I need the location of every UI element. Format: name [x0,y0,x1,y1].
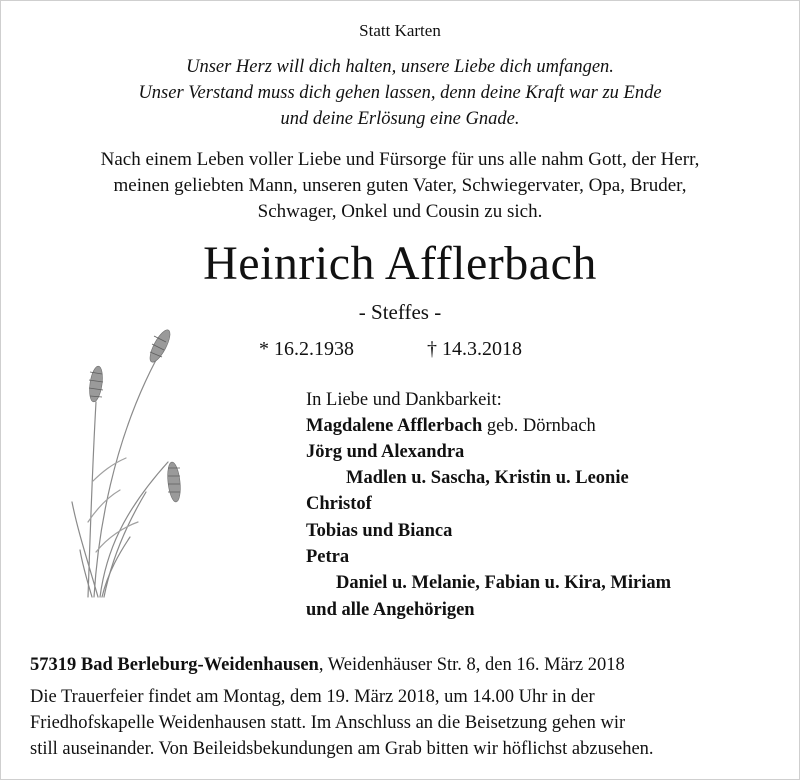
footer-address-date: , Weidenhäuser Str. 8, den 16. März 2018 [318,655,625,675]
mourner-line: Madlen u. Sascha, Kristin u. Leonie [346,468,629,488]
deceased-name: Heinrich Afflerbach [203,237,597,290]
birth-date: * 16.2.1938 [259,338,354,360]
intro-line-2: meinen geliebten Mann, unseren guten Vater, Schwiegervater, Opa, Bruder, [113,175,687,196]
mourner-line: Jörg und Alexandra [306,442,465,462]
wife-name: Magdalene Afflerbach [306,416,483,436]
verse-line-3: und deine Erlösung eine Gnade. [280,109,520,129]
mourners-intro: In Liebe und Dankbarkeit: [306,390,502,410]
mourner-line: Tobias und Bianca [306,521,453,541]
header-statt-karten: Statt Karten [359,21,441,40]
mourner-line: Petra [306,547,350,567]
verse-line-2: Unser Verstand muss dich gehen lassen, denn deine Kraft war zu Ende [138,83,662,103]
wife-maiden-name: geb. Dörnbach [486,416,596,436]
verse-line-1: Unser Herz will dich halten, unsere Liebe dich umfangen. [186,57,614,77]
intro-line-1: Nach einem Leben voller Liebe und Fürsorge für uns alle nahm Gott, der Herr, [100,149,700,170]
mourner-line: Daniel u. Melanie, Fabian u. Kira, Miriam [336,573,672,593]
death-date: † 14.3.2018 [427,338,522,360]
footer-notice-line-1: Die Trauerfeier findet am Montag, dem 19. März 2018, um 14.00 Uhr in der [30,687,595,707]
intro-line-3: Schwager, Onkel und Cousin zu sich. [257,201,543,222]
footer-notice-line-3: still auseinander. Von Beileidsbekundungen am Grab bitten wir höflichst abzusehen. [30,739,654,759]
mourner-line: und alle Angehörigen [306,600,475,620]
footer-address-line [30,655,625,676]
footer-notice-line-2: Friedhofskapelle Weidenhausen statt. Im Anschluss an die Beisetzung gehen wir [30,713,626,733]
wheat-ears-icon [68,322,208,602]
footer-place: 57319 Bad Berleburg-Weidenhausen [30,655,319,675]
mourner-wife [306,416,596,437]
mourner-line: Christof [306,494,372,514]
deceased-nickname: - Steffes - [358,300,442,324]
